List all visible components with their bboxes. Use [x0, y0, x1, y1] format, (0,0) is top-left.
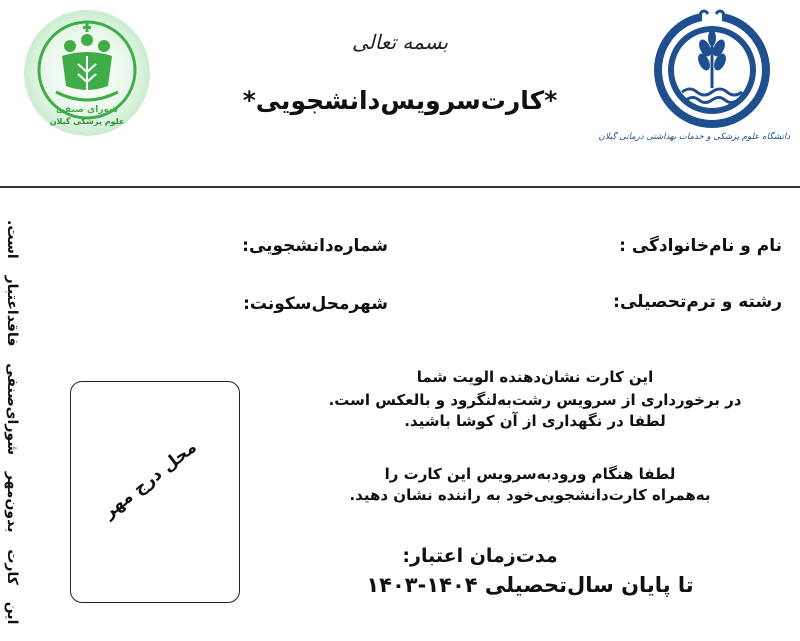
instruction-line: به‌همراه کارت‌دانشجویی‌خود به راننده نشان دهید.	[349, 486, 711, 504]
field-city-label: شهرمحل‌سکونت:	[243, 294, 388, 314]
student-council-logo-icon	[22, 8, 152, 138]
notice-line: در برخورداری از سرویس رشت‌به‌لنگرود و بالعکس است.	[328, 391, 742, 409]
stamp-label: محل درج مهر	[99, 437, 201, 523]
field-student-number-label: شماره‌دانشجویی:	[242, 236, 388, 256]
university-logo	[598, 8, 790, 158]
field-major-term-label: رشته و ترم‌تحصیلی:	[613, 292, 782, 312]
notice-line: این کارت نشان‌دهنده الویت شما	[416, 368, 654, 386]
side-note: این کارت بدون‌مهر شورای‌صنفی فاقداعتبار است.	[4, 219, 20, 624]
instruction-line: لطفا هنگام ورودبه‌سرویس این کارت را	[384, 465, 676, 483]
header-divider	[0, 186, 800, 188]
notice-line: لطفا در نگهداری از آن کوشا باشید.	[404, 412, 666, 430]
university-caption: دانشگاه علوم پزشکی و خدمات بهداشتی درمانی گیلان	[598, 132, 790, 142]
validity-value: تا پایان سال‌تحصیلی ۱۴۰۴-۱۴۰۳	[366, 573, 694, 597]
bismillah-heading: بسمه تعالی	[351, 30, 449, 54]
field-name-label: نام و نام‌خانوادگی :	[619, 236, 782, 256]
stamp-box	[70, 381, 240, 603]
student-council-logo	[22, 8, 152, 138]
card-title: *کارت‌سرویس‌دانشجویی*	[242, 86, 558, 115]
svg-text:علوم پزشکی گیلان: علوم پزشکی گیلان	[49, 117, 125, 126]
svg-text:شورای صنفی: شورای صنفی	[55, 105, 119, 115]
validity-label: مدت‌زمان اعتبار:	[402, 545, 558, 567]
